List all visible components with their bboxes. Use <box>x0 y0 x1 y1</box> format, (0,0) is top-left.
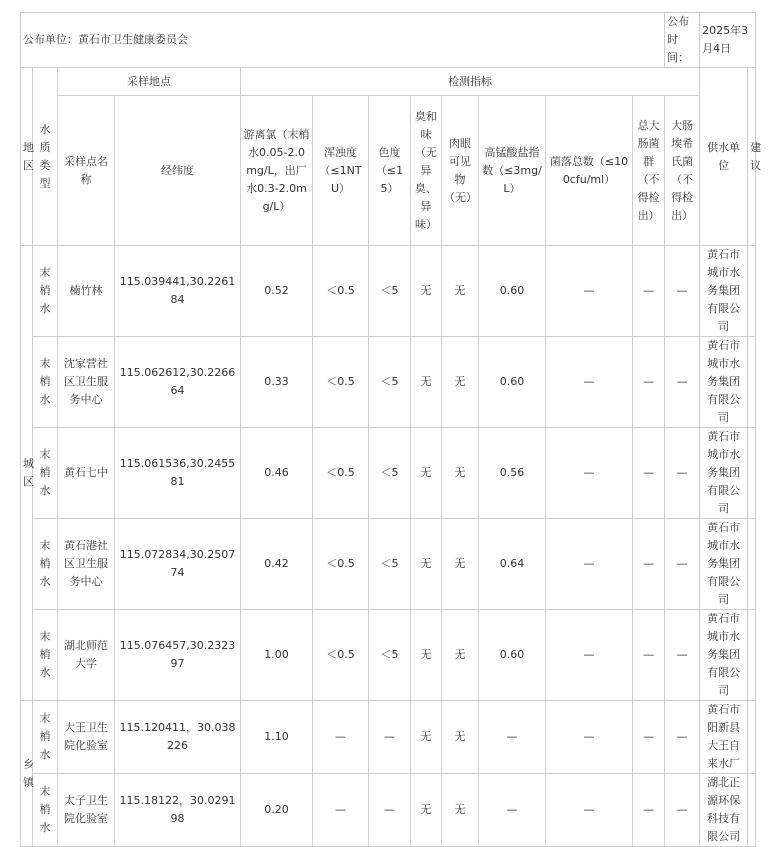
table-row <box>21 337 756 428</box>
turbidity-cell: ＜0.5 <box>313 519 369 610</box>
col-permanganate: 高锰酸盐指数（≤3mg/L） <box>479 96 546 246</box>
col-turbidity: 浑浊度（≤1NTU） <box>313 96 369 246</box>
permanganate-cell: 0.60 <box>479 246 546 337</box>
col-advice: 建议 <box>748 68 756 246</box>
advice-cell <box>748 519 756 610</box>
odor-cell: 无 <box>411 774 442 847</box>
visible-cell: 无 <box>442 519 479 610</box>
colony-cell: — <box>546 701 633 774</box>
supplier-cell: 湖北正源环保科技有限公司 <box>700 774 748 847</box>
colony-cell: — <box>546 774 633 847</box>
coord-cell: 115.076457,30.232397 <box>115 610 241 701</box>
col-indicators: 检测指标 <box>241 68 700 96</box>
coliform-cell: — <box>633 610 665 701</box>
col-odor: 臭和味（无异臭、异味） <box>411 96 442 246</box>
visible-cell: 无 <box>442 337 479 428</box>
site-cell: 湖北师范大学 <box>58 610 115 701</box>
table-row <box>21 519 756 610</box>
supplier-cell: 黄石市城市水务集团有限公司 <box>700 610 748 701</box>
water-type-cell: 末梢水 <box>33 701 58 774</box>
color-cell: — <box>369 774 411 847</box>
col-water-type: 水质类型 <box>33 68 58 246</box>
permanganate-cell: 0.60 <box>479 337 546 428</box>
color-cell: ＜5 <box>369 610 411 701</box>
color-cell: ＜5 <box>369 519 411 610</box>
coord-cell: 115.062612,30.226664 <box>115 337 241 428</box>
table-row <box>21 774 756 847</box>
col-supplier: 供水单位 <box>700 68 748 246</box>
supplier-cell: 黄石市城市水务集团有限公司 <box>700 337 748 428</box>
water-type-cell: 末梢水 <box>33 428 58 519</box>
coliform-cell: — <box>633 519 665 610</box>
area-cell: 乡镇 <box>21 701 33 847</box>
col-area: 地区 <box>21 68 33 246</box>
odor-cell: 无 <box>411 519 442 610</box>
advice-cell <box>748 774 756 847</box>
turbidity-cell: ＜0.5 <box>313 246 369 337</box>
supplier-cell: 黄石市阳新县大王自来水厂 <box>700 701 748 774</box>
chlorine-cell: 0.42 <box>241 519 313 610</box>
visible-cell: 无 <box>442 428 479 519</box>
color-cell: ＜5 <box>369 428 411 519</box>
table-row <box>21 610 756 701</box>
col-colony: 菌落总数（≤100cfu/ml） <box>546 96 633 246</box>
col-coliform: 总大肠菌群（不得检出） <box>633 96 665 246</box>
header-row-indicators <box>21 96 756 246</box>
chlorine-cell: 0.20 <box>241 774 313 847</box>
odor-cell: 无 <box>411 337 442 428</box>
turbidity-cell: ＜0.5 <box>313 610 369 701</box>
header-row-groups <box>21 68 756 96</box>
odor-cell: 无 <box>411 246 442 337</box>
site-cell: 沈家营社区卫生服务中心 <box>58 337 115 428</box>
supplier-cell: 黄石市城市水务集团有限公司 <box>700 519 748 610</box>
colony-cell: — <box>546 519 633 610</box>
advice-cell <box>748 701 756 774</box>
turbidity-cell: — <box>313 701 369 774</box>
coord-cell: 115.061536,30.245581 <box>115 428 241 519</box>
col-color: 色度（≤15） <box>369 96 411 246</box>
chlorine-cell: 0.46 <box>241 428 313 519</box>
advice-cell <box>748 428 756 519</box>
advice-cell <box>748 246 756 337</box>
permanganate-cell: — <box>479 774 546 847</box>
visible-cell: 无 <box>442 246 479 337</box>
chlorine-cell: 1.10 <box>241 701 313 774</box>
publish-time-label: 公布时间： <box>665 13 700 68</box>
ecoli-cell: — <box>665 428 700 519</box>
visible-cell: 无 <box>442 610 479 701</box>
publisher-cell: 公布单位：黄石市卫生健康委员会 <box>21 13 665 68</box>
water-type-cell: 末梢水 <box>33 774 58 847</box>
water-type-cell: 末梢水 <box>33 519 58 610</box>
supplier-cell: 黄石市城市水务集团有限公司 <box>700 428 748 519</box>
site-cell: 大王卫生院化验室 <box>58 701 115 774</box>
supplier-cell: 黄石市城市水务集团有限公司 <box>700 246 748 337</box>
color-cell: ＜5 <box>369 246 411 337</box>
turbidity-cell: ＜0.5 <box>313 337 369 428</box>
table-row <box>21 701 756 774</box>
table-row <box>21 246 756 337</box>
coord-cell: 115.039441,30.226184 <box>115 246 241 337</box>
site-cell: 太子卫生院化验室 <box>58 774 115 847</box>
ecoli-cell: — <box>665 246 700 337</box>
site-cell: 黄石七中 <box>58 428 115 519</box>
col-visible: 肉眼可见物（无） <box>442 96 479 246</box>
odor-cell: 无 <box>411 428 442 519</box>
coliform-cell: — <box>633 246 665 337</box>
coord-cell: 115.18122，30.029198 <box>115 774 241 847</box>
publish-date: 2025年3月4日 <box>700 13 756 68</box>
coliform-cell: — <box>633 428 665 519</box>
water-type-cell: 末梢水 <box>33 246 58 337</box>
coliform-cell: — <box>633 774 665 847</box>
colony-cell: — <box>546 337 633 428</box>
permanganate-cell: — <box>479 701 546 774</box>
table-row <box>21 428 756 519</box>
col-site-name: 采样点名称 <box>58 96 115 246</box>
colony-cell: — <box>546 246 633 337</box>
coord-cell: 115.120411，30.038226 <box>115 701 241 774</box>
permanganate-cell: 0.56 <box>479 428 546 519</box>
area-cell: 城区 <box>21 246 33 701</box>
site-cell: 黄石港社区卫生服务中心 <box>58 519 115 610</box>
visible-cell: 无 <box>442 774 479 847</box>
chlorine-cell: 1.00 <box>241 610 313 701</box>
col-sampling-location: 采样地点 <box>58 68 241 96</box>
turbidity-cell: — <box>313 774 369 847</box>
colony-cell: — <box>546 428 633 519</box>
site-cell: 楠竹林 <box>58 246 115 337</box>
color-cell: ＜5 <box>369 337 411 428</box>
odor-cell: 无 <box>411 610 442 701</box>
ecoli-cell: — <box>665 337 700 428</box>
chlorine-cell: 0.52 <box>241 246 313 337</box>
coord-cell: 115.072834,30.250774 <box>115 519 241 610</box>
chlorine-cell: 0.33 <box>241 337 313 428</box>
permanganate-cell: 0.64 <box>479 519 546 610</box>
water-type-cell: 末梢水 <box>33 337 58 428</box>
ecoli-cell: — <box>665 610 700 701</box>
color-cell: — <box>369 701 411 774</box>
permanganate-cell: 0.60 <box>479 610 546 701</box>
publisher-row <box>21 13 756 68</box>
col-chlorine: 游离氯（末梢水0.05-2.0mg/L，出厂水0.3-2.0mg/L） <box>241 96 313 246</box>
ecoli-cell: — <box>665 519 700 610</box>
ecoli-cell: — <box>665 701 700 774</box>
col-coordinates: 经纬度 <box>115 96 241 246</box>
col-ecoli: 大肠埃希氏菌（不得检出） <box>665 96 700 246</box>
water-quality-table <box>20 12 762 847</box>
coliform-cell: — <box>633 337 665 428</box>
visible-cell: 无 <box>442 701 479 774</box>
advice-cell <box>748 610 756 701</box>
coliform-cell: — <box>633 701 665 774</box>
colony-cell: — <box>546 610 633 701</box>
odor-cell: 无 <box>411 701 442 774</box>
turbidity-cell: ＜0.5 <box>313 428 369 519</box>
water-type-cell: 末梢水 <box>33 610 58 701</box>
advice-cell <box>748 337 756 428</box>
ecoli-cell: — <box>665 774 700 847</box>
